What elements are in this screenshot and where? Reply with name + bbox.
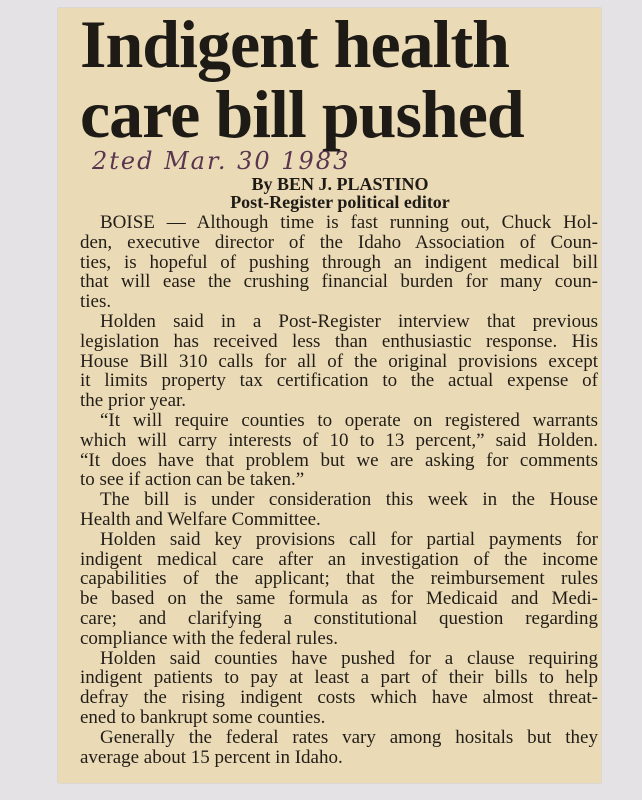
article-line: “It does have that problem but we are asking for comments bbox=[80, 449, 598, 471]
headline-line-2: care bill pushed bbox=[80, 76, 524, 152]
article-line: BOISE — Although time is fast running out, Chuck Hol- bbox=[100, 212, 598, 233]
article-line: Holden said key provisions call for partial payments for bbox=[100, 528, 598, 550]
article-line: it limits property tax certification to the actual expense of bbox=[80, 370, 598, 392]
headline-line-1: Indigent health bbox=[80, 6, 509, 82]
article-line: defray the rising indigent costs which have almost threat- bbox=[80, 687, 598, 709]
handwritten-date: 2ted Mar. 30 1983 bbox=[92, 147, 351, 175]
byline-author: By BEN J. PLASTINO bbox=[251, 174, 429, 194]
article-line: the prior year. bbox=[80, 390, 187, 412]
article-line: be based on the same formula as for Medicaid and Medi- bbox=[80, 588, 598, 610]
article-line: capabilities of the applicant; that the reimbursement rules bbox=[80, 568, 598, 590]
article-line: The bill is under consideration this week in the House bbox=[100, 489, 598, 511]
article-line: that will ease the crushing financial burden for many coun- bbox=[80, 271, 598, 293]
article-line: “It will require counties to operate on registered warrants bbox=[100, 409, 598, 431]
article-line: legislation has received less than enthusiastic response. His bbox=[80, 330, 598, 352]
article-line: House Bill 310 calls for all of the original provisions except bbox=[80, 350, 598, 372]
article-line: compliance with the federal rules. bbox=[80, 627, 338, 649]
article-line: average about 15 percent in Idaho. bbox=[80, 746, 343, 768]
article-line: Holden said counties have pushed for a clause requiring bbox=[100, 647, 598, 669]
article-line: indigent medical care after an investigation of the income bbox=[80, 548, 598, 570]
article-line: Holden said in a Post-Register interview that previous bbox=[100, 310, 598, 332]
article-line: care; and clarifying a constitutional question regarding bbox=[80, 607, 598, 629]
article-line: ties. bbox=[80, 291, 112, 313]
article-body bbox=[80, 213, 598, 767]
article-line: den, executive director of the Idaho Association of Coun- bbox=[80, 231, 598, 253]
article-line: ties, is hopeful of pushing through an indigent medical bill bbox=[80, 251, 598, 273]
article-line: indigent patients to pay at least a part of their bills to help bbox=[80, 667, 598, 689]
article-line: ened to bankrupt some counties. bbox=[80, 706, 326, 728]
article-line: to see if action can be taken.” bbox=[80, 469, 305, 491]
article-line: which will carry interests of 10 to 13 percent,” said Holden. bbox=[80, 429, 598, 451]
article-line: Health and Welfare Committee. bbox=[80, 508, 321, 530]
article-line: Generally the federal rates vary among hositals but they bbox=[100, 726, 598, 748]
byline-title: Post-Register political editor bbox=[230, 192, 450, 212]
